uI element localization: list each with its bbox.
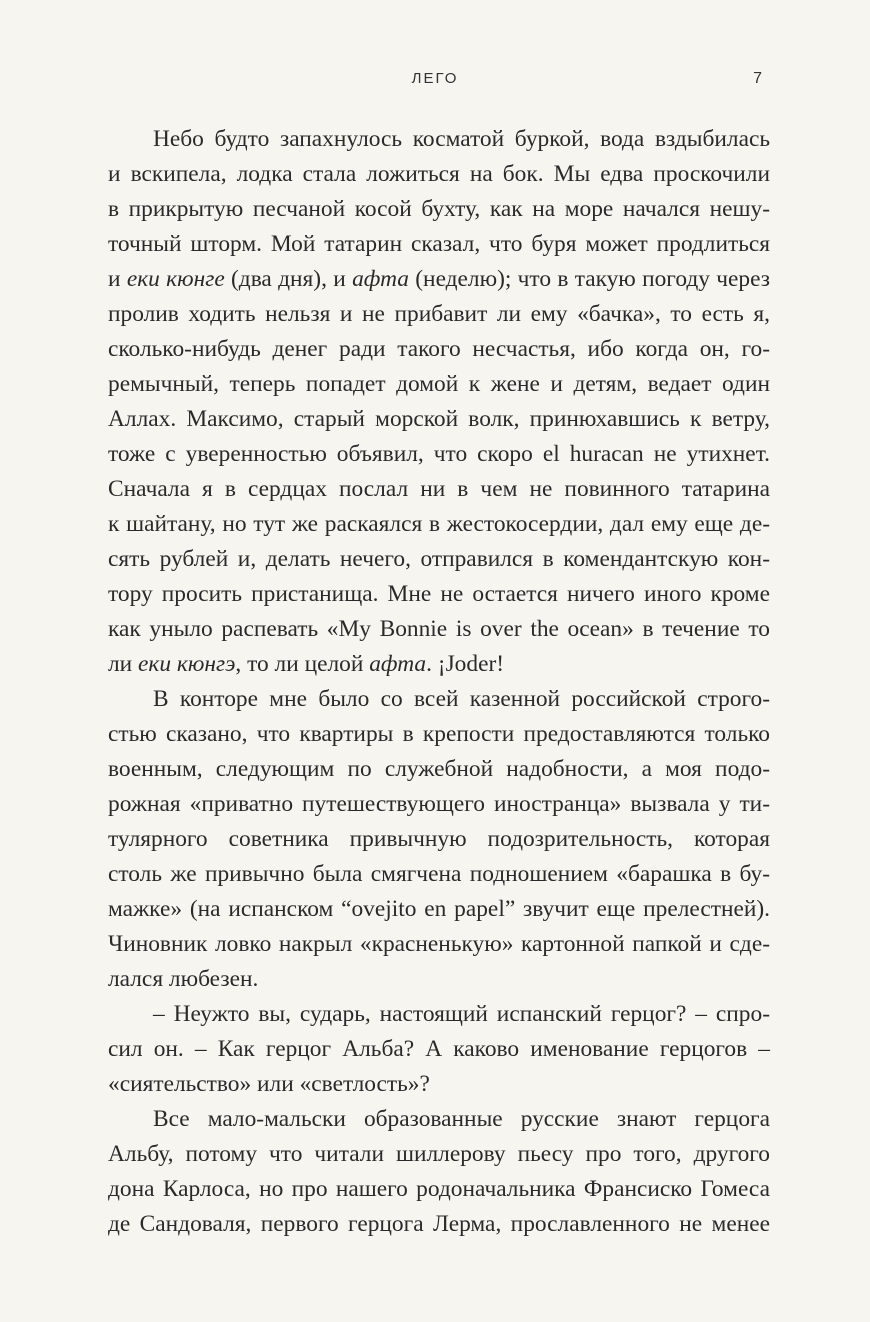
text-segment: пролив ходить нельзя и не прибавит ли ему «бачка», то есть я, [108, 301, 770, 327]
running-title: ЛЕГО [411, 70, 459, 87]
text-segment: тоже с уверенностью объявил, что скоро el huracan не утихнет. [108, 441, 770, 467]
italic-text: афта [352, 266, 409, 292]
text-segment: рожная «приватно путешествующего иностранца» вызвала у ти- [108, 791, 770, 817]
text-segment: мажке» (на испанском “ovejito en papel” звучит еще прелестней). [108, 896, 770, 922]
text-segment: точный шторм. Мой татарин сказал, что буря может продлиться [108, 231, 770, 257]
text-segment: Небо будто запахнулось косматой буркой, вода вздыбилась [153, 126, 770, 152]
text-segment: столь же привычно была смягчена подношением «барашка в бу- [108, 861, 770, 887]
text-segment: . ¡Joder! [426, 651, 505, 677]
text-line [108, 577, 770, 612]
text-segment: и [108, 266, 127, 292]
text-line [108, 752, 770, 787]
paragraph [108, 682, 770, 997]
text-line [108, 297, 770, 332]
text-segment: дона Карлоса, но про нашего родоначальника Франсиско Гомеса [108, 1176, 770, 1202]
text-segment: ли [108, 651, 139, 677]
italic-text: афта [369, 651, 427, 677]
text-line [108, 332, 770, 367]
paragraph [108, 997, 770, 1102]
text-line [108, 437, 770, 472]
text-segment: к шайтану, но тут же раскаялся в жестокосердии, дал ему еще де- [108, 511, 770, 537]
text-segment: В конторе мне было со всей казенной российской строго- [153, 686, 770, 712]
text-segment: – Неужто вы, сударь, настоящий испанский герцог? – спро- [153, 1001, 770, 1027]
text-segment: тору просить пристанища. Мне не остается ничего иного кроме [108, 581, 770, 607]
text-segment: военным, следующим по служебной надобности, а моя подо- [108, 756, 770, 782]
text-segment: ремычный, теперь попадет домой к жене и детям, ведает один [108, 371, 770, 397]
text-segment: в прикрытую песчаной косой бухту, как на море начался нешу- [108, 196, 770, 222]
text-line [108, 822, 770, 857]
paragraph [108, 122, 770, 682]
text-segment: Все мало-мальски образованные русские знают герцога [153, 1106, 770, 1132]
text-segment: как уныло распевать «My Bonnie is over the ocean» в течение то [108, 616, 770, 642]
paragraph [108, 1102, 770, 1242]
text-segment: стью сказано, что квартиры в крепости предоставляются только [108, 721, 770, 747]
text-line [108, 122, 770, 157]
text-line [108, 1137, 770, 1172]
text-line [108, 997, 770, 1032]
text-segment: Аллах. Максимо, старый морской волк, принюхавшись к ветру, [108, 406, 770, 432]
text-line [108, 962, 770, 997]
text-line [108, 612, 770, 647]
text-line [108, 1172, 770, 1207]
text-segment: де Сандоваля, первого герцога Лерма, прославленного не менее [108, 1211, 770, 1237]
text-line [108, 542, 770, 577]
text-segment: тулярного советника привычную подозрительность, которая [108, 826, 770, 852]
text-line [108, 1207, 770, 1242]
text-segment: (неделю); что в такую погоду через [408, 266, 770, 292]
text-line [108, 892, 770, 927]
text-segment: сколько-нибудь денег ради такого несчастья, ибо когда он, го- [108, 336, 770, 362]
text-line [108, 192, 770, 227]
text-line [108, 717, 770, 752]
page-header [108, 70, 762, 100]
text-line [108, 472, 770, 507]
text-line [108, 227, 770, 262]
text-segment: и вскипела, лодка стала ложиться на бок. Мы едва проскочили [108, 161, 770, 187]
page-number: 7 [753, 70, 762, 87]
text-line [108, 157, 770, 192]
italic-text: еки кюнге [126, 266, 225, 292]
text-segment: Чиновник ловко накрыл «красненькую» картонной папкой и сде- [108, 931, 770, 957]
text-line [108, 647, 770, 682]
body-text [108, 122, 770, 1242]
text-segment: сять рублей и, делать нечего, отправился в комендантскую кон- [108, 546, 770, 572]
text-line [108, 402, 770, 437]
text-segment: сил он. – Как герцог Альба? А каково именование герцогов – [108, 1036, 770, 1062]
text-line [108, 1067, 770, 1102]
text-line [108, 787, 770, 822]
text-line [108, 682, 770, 717]
text-segment: (два дня), и [224, 266, 353, 292]
text-line [108, 367, 770, 402]
text-line [108, 507, 770, 542]
text-line [108, 1102, 770, 1137]
text-segment: , то ли целой [235, 651, 370, 677]
text-line [108, 927, 770, 962]
text-line [108, 1032, 770, 1067]
text-segment: Альбу, потому что читали шиллерову пьесу про того, другого [108, 1141, 770, 1167]
text-segment: Сначала я в сердцах послал ни в чем не повинного татарина [108, 476, 770, 502]
text-line [108, 262, 770, 297]
text-segment: лался любезен. [108, 966, 259, 992]
text-line [108, 857, 770, 892]
text-segment: «сиятельство» или «светлость»? [108, 1071, 430, 1097]
italic-text: еки кюнгэ [138, 651, 236, 677]
